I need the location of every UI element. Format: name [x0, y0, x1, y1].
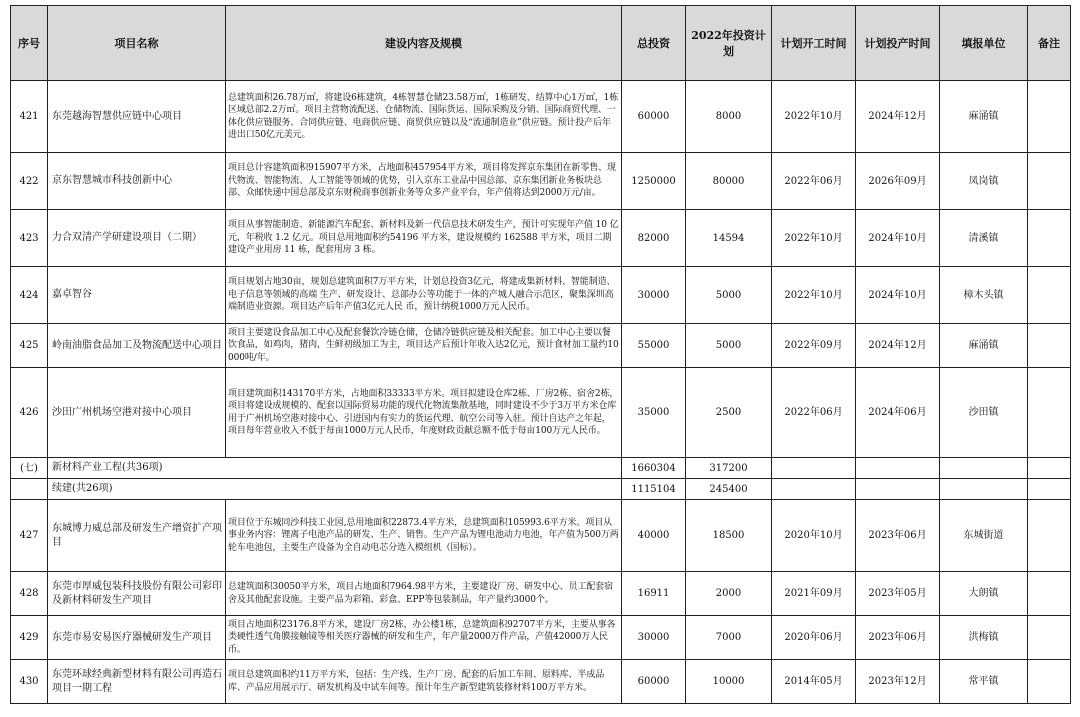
row-prod: 2024年06月	[856, 368, 940, 458]
row-plan: 18500	[686, 500, 772, 572]
row-prod: 2023年06月	[856, 500, 940, 572]
row-content: 总建筑面积30050平方米，项目占地面积7964.98平方米，主要建设厂房、研发中心、员工配套宿舍及其他配套设施。主要产品为彩箱、彩盒、EPP等包装制品，年产量约3000个。	[226, 572, 622, 616]
table-row	[11, 81, 1071, 153]
header-no: 序号	[11, 6, 48, 81]
row-note	[1028, 660, 1071, 704]
row-plan: 5000	[686, 324, 772, 368]
row-start: 2020年10月	[772, 500, 856, 572]
table-row	[11, 368, 1071, 458]
section-no: (七)	[11, 458, 48, 479]
row-plan: 7000	[686, 616, 772, 660]
continued-empty-prod	[856, 479, 940, 500]
header-prod: 计划投产时间	[856, 6, 940, 81]
table-row	[11, 267, 1071, 324]
row-plan: 8000	[686, 81, 772, 153]
row-plan: 14594	[686, 210, 772, 267]
continued-empty-unit	[940, 479, 1028, 500]
row-prod: 2023年12月	[856, 660, 940, 704]
row-total: 82000	[622, 210, 686, 267]
row-note	[1028, 324, 1071, 368]
section-empty-prod	[856, 458, 940, 479]
row-total: 40000	[622, 500, 686, 572]
header-name: 项目名称	[48, 6, 226, 81]
row-no: 425	[11, 324, 48, 368]
row-content: 项目规划占地30亩，规划总建筑面积7万平方米，计划总投资3亿元，将建成集新材料、智能制造、电子信息等领域的高端 生产、研发设计、总部办公等功能于一体的产城人融合示范区，聚集深圳高端制造业资源。项目达产后年产值3亿元人民 币，预计纳税1000万元人民币。	[226, 267, 622, 324]
row-unit: 麻涌镇	[940, 324, 1028, 368]
row-name: 东莞市易安易医疗器械研发生产项目	[48, 616, 226, 660]
header-total: 总投资	[622, 6, 686, 81]
row-total: 60000	[622, 81, 686, 153]
table-row	[11, 572, 1071, 616]
continued-empty-note	[1028, 479, 1071, 500]
continued-total: 1115104	[622, 479, 686, 500]
table-row	[11, 616, 1071, 660]
row-unit: 沙田镇	[940, 368, 1028, 458]
row-prod: 2024年10月	[856, 210, 940, 267]
table-row	[11, 153, 1071, 210]
row-no: 429	[11, 616, 48, 660]
continued-label: 续建(共26项)	[48, 479, 622, 500]
row-note	[1028, 572, 1071, 616]
section-label: 新材料产业工程(共36项)	[48, 458, 622, 479]
row-note	[1028, 210, 1071, 267]
row-content: 项目位于东城同沙科技工业园,总用地面积22873.4平方米，总建筑面积105993.6平方米。项目从事业务内容：锂离子电池产品的研发、生产、销售。生产产品为锂电池动力电池，年产值为500万两轮车电池包，主要生产设备为全自动电芯分选入模组机（国标）。	[226, 500, 622, 572]
row-name: 沙田广州机场空港对接中心项目	[48, 368, 226, 458]
row-plan: 5000	[686, 267, 772, 324]
row-start: 2014年05月	[772, 660, 856, 704]
continued-empty-no	[11, 479, 48, 500]
row-unit: 常平镇	[940, 660, 1028, 704]
table-row	[11, 324, 1071, 368]
row-note	[1028, 616, 1071, 660]
row-start: 2022年10月	[772, 267, 856, 324]
row-plan: 2000	[686, 572, 772, 616]
row-start: 2022年06月	[772, 368, 856, 458]
row-start: 2022年06月	[772, 153, 856, 210]
row-no: 422	[11, 153, 48, 210]
table-row	[11, 660, 1071, 704]
project-table-sheet	[10, 5, 1071, 704]
table-row	[11, 500, 1071, 572]
continued-row	[11, 479, 1071, 500]
row-note	[1028, 500, 1071, 572]
section-row	[11, 458, 1071, 479]
row-no: 421	[11, 81, 48, 153]
row-no: 430	[11, 660, 48, 704]
row-unit: 东城街道	[940, 500, 1028, 572]
continued-plan: 245400	[686, 479, 772, 500]
row-total: 30000	[622, 267, 686, 324]
row-prod: 2024年12月	[856, 81, 940, 153]
row-no: 424	[11, 267, 48, 324]
row-content: 项目从事智能制造、新能源汽车配套、新材料及新一代信息技术研发生产，预计可实现年产值 10 亿元，年税收 1.2 亿元。项目总用地面积约54196 平方米，建设规模约 162588 平方米，项目二期建设产业用房 11 栋，配套用房 3 栋。	[226, 210, 622, 267]
header-row	[11, 6, 1071, 81]
row-plan: 80000	[686, 153, 772, 210]
row-prod: 2024年12月	[856, 324, 940, 368]
row-no: 428	[11, 572, 48, 616]
row-total: 55000	[622, 324, 686, 368]
row-name: 东莞市厚威包装科技股份有限公司彩印及新材料研发生产项目	[48, 572, 226, 616]
row-start: 2022年10月	[772, 210, 856, 267]
row-unit: 樟木头镇	[940, 267, 1028, 324]
header-content: 建设内容及规模	[226, 6, 622, 81]
section-empty-unit	[940, 458, 1028, 479]
row-unit: 洪梅镇	[940, 616, 1028, 660]
table-row	[11, 210, 1071, 267]
section-empty-note	[1028, 458, 1071, 479]
row-total: 35000	[622, 368, 686, 458]
row-content: 项目总计容建筑面积915907平方米，占地面积457954平方米，项目将发挥京东集团在新零售、现代物流、智能物流、人工智能等领域的优势，引入京东工业品中国总部、京东集团新业务板块总部、众邮快递中国总部及京东财税商事创新业务等众多产业平台，年产值将达到2000万元/亩。	[226, 153, 622, 210]
row-start: 2022年10月	[772, 81, 856, 153]
row-unit: 大朗镇	[940, 572, 1028, 616]
row-content: 项目占地面积23176.8平方米，建设厂房2栋，办公楼1栋，总建筑面积92707平方米，主要从事各类硬性透气角膜接触镜等相关医疗器械的研发和生产，年产量2000万件产品，产值42000万人民币。	[226, 616, 622, 660]
row-no: 427	[11, 500, 48, 572]
row-prod: 2023年05月	[856, 572, 940, 616]
row-unit: 凤岗镇	[940, 153, 1028, 210]
row-note	[1028, 267, 1071, 324]
row-total: 16911	[622, 572, 686, 616]
row-unit: 麻涌镇	[940, 81, 1028, 153]
row-plan: 10000	[686, 660, 772, 704]
row-prod: 2023年06月	[856, 616, 940, 660]
row-prod: 2026年09月	[856, 153, 940, 210]
row-name: 力合双清产学研建设项目（二期）	[48, 210, 226, 267]
section-plan: 317200	[686, 458, 772, 479]
row-name: 嘉卓智谷	[48, 267, 226, 324]
row-name: 京东智慧城市科技创新中心	[48, 153, 226, 210]
section-total: 1660304	[622, 458, 686, 479]
row-name: 东莞环球经典新型材料有限公司再造石项目一期工程	[48, 660, 226, 704]
row-prod: 2024年10月	[856, 267, 940, 324]
row-note	[1028, 153, 1071, 210]
row-start: 2020年06月	[772, 616, 856, 660]
header-plan: 2022年投资计划	[686, 6, 772, 81]
row-content: 项目主要建设食品加工中心及配套餐饮冷链仓储，仓储冷链供应链及相关配套。加工中心主要以餐饮食品，如鸡肉，猪肉，生鲜初级加工为主，项目达产后预计年收入达2亿元，预计食材加工量约10000吨/年。	[226, 324, 622, 368]
row-name: 东莞越海智慧供应链中心项目	[48, 81, 226, 153]
header-unit: 填报单位	[940, 6, 1028, 81]
row-content: 项目总建筑面积约11万平方米，包括：生产线、生产厂房、配套的后加工车间、原料库、半成品库、产品应用展示厅、研发机构及中试车间等。预计年生产新型建筑装修材料100万平方米。	[226, 660, 622, 704]
row-name: 岭南油脂食品加工及物流配送中心项目	[48, 324, 226, 368]
row-name: 东城博力威总部及研发生产增资扩产项目	[48, 500, 226, 572]
section-empty-start	[772, 458, 856, 479]
row-note	[1028, 81, 1071, 153]
row-start: 2022年09月	[772, 324, 856, 368]
row-total: 60000	[622, 660, 686, 704]
header-start: 计划开工时间	[772, 6, 856, 81]
row-total: 30000	[622, 616, 686, 660]
project-table	[10, 5, 1071, 704]
row-plan: 2500	[686, 368, 772, 458]
row-content: 项目建筑面积143170平方米，占地面积33333平方米。项目拟建设仓库2栋、厂房2栋、宿舍2栋，项目将建设成规模的、配套以国际贸易功能的现代化物流集散基地，同时建设不少于3万平方米仓库用于广州机场空港对接中心、引进国内有实力的货运代理、航空公司等入驻。预计自达产之年起，项目每年营业收入不低于每亩1000万元人民币，年度财政贡献总额不低于每亩100万元人民币。	[226, 368, 622, 458]
continued-empty-start	[772, 479, 856, 500]
row-total: 1250000	[622, 153, 686, 210]
row-no: 426	[11, 368, 48, 458]
row-start: 2021年09月	[772, 572, 856, 616]
row-unit: 清溪镇	[940, 210, 1028, 267]
row-no: 423	[11, 210, 48, 267]
row-content: 总建筑面积26.78万㎡，将建设6栋建筑，4栋智慧仓储23.58万㎡，1栋研发、结算中心1万㎡，1栋区域总部2.2万㎡。项目主营物流配送、仓储物流、国际货运、国际采购及分销、国际商贸代理、一体化供应链服务、合同供应链、电商供应链、商贸供应链以及“流通制造业”供应链。预计投产后年进出口50亿元美元。	[226, 81, 622, 153]
row-note	[1028, 368, 1071, 458]
header-note: 备注	[1028, 6, 1071, 81]
